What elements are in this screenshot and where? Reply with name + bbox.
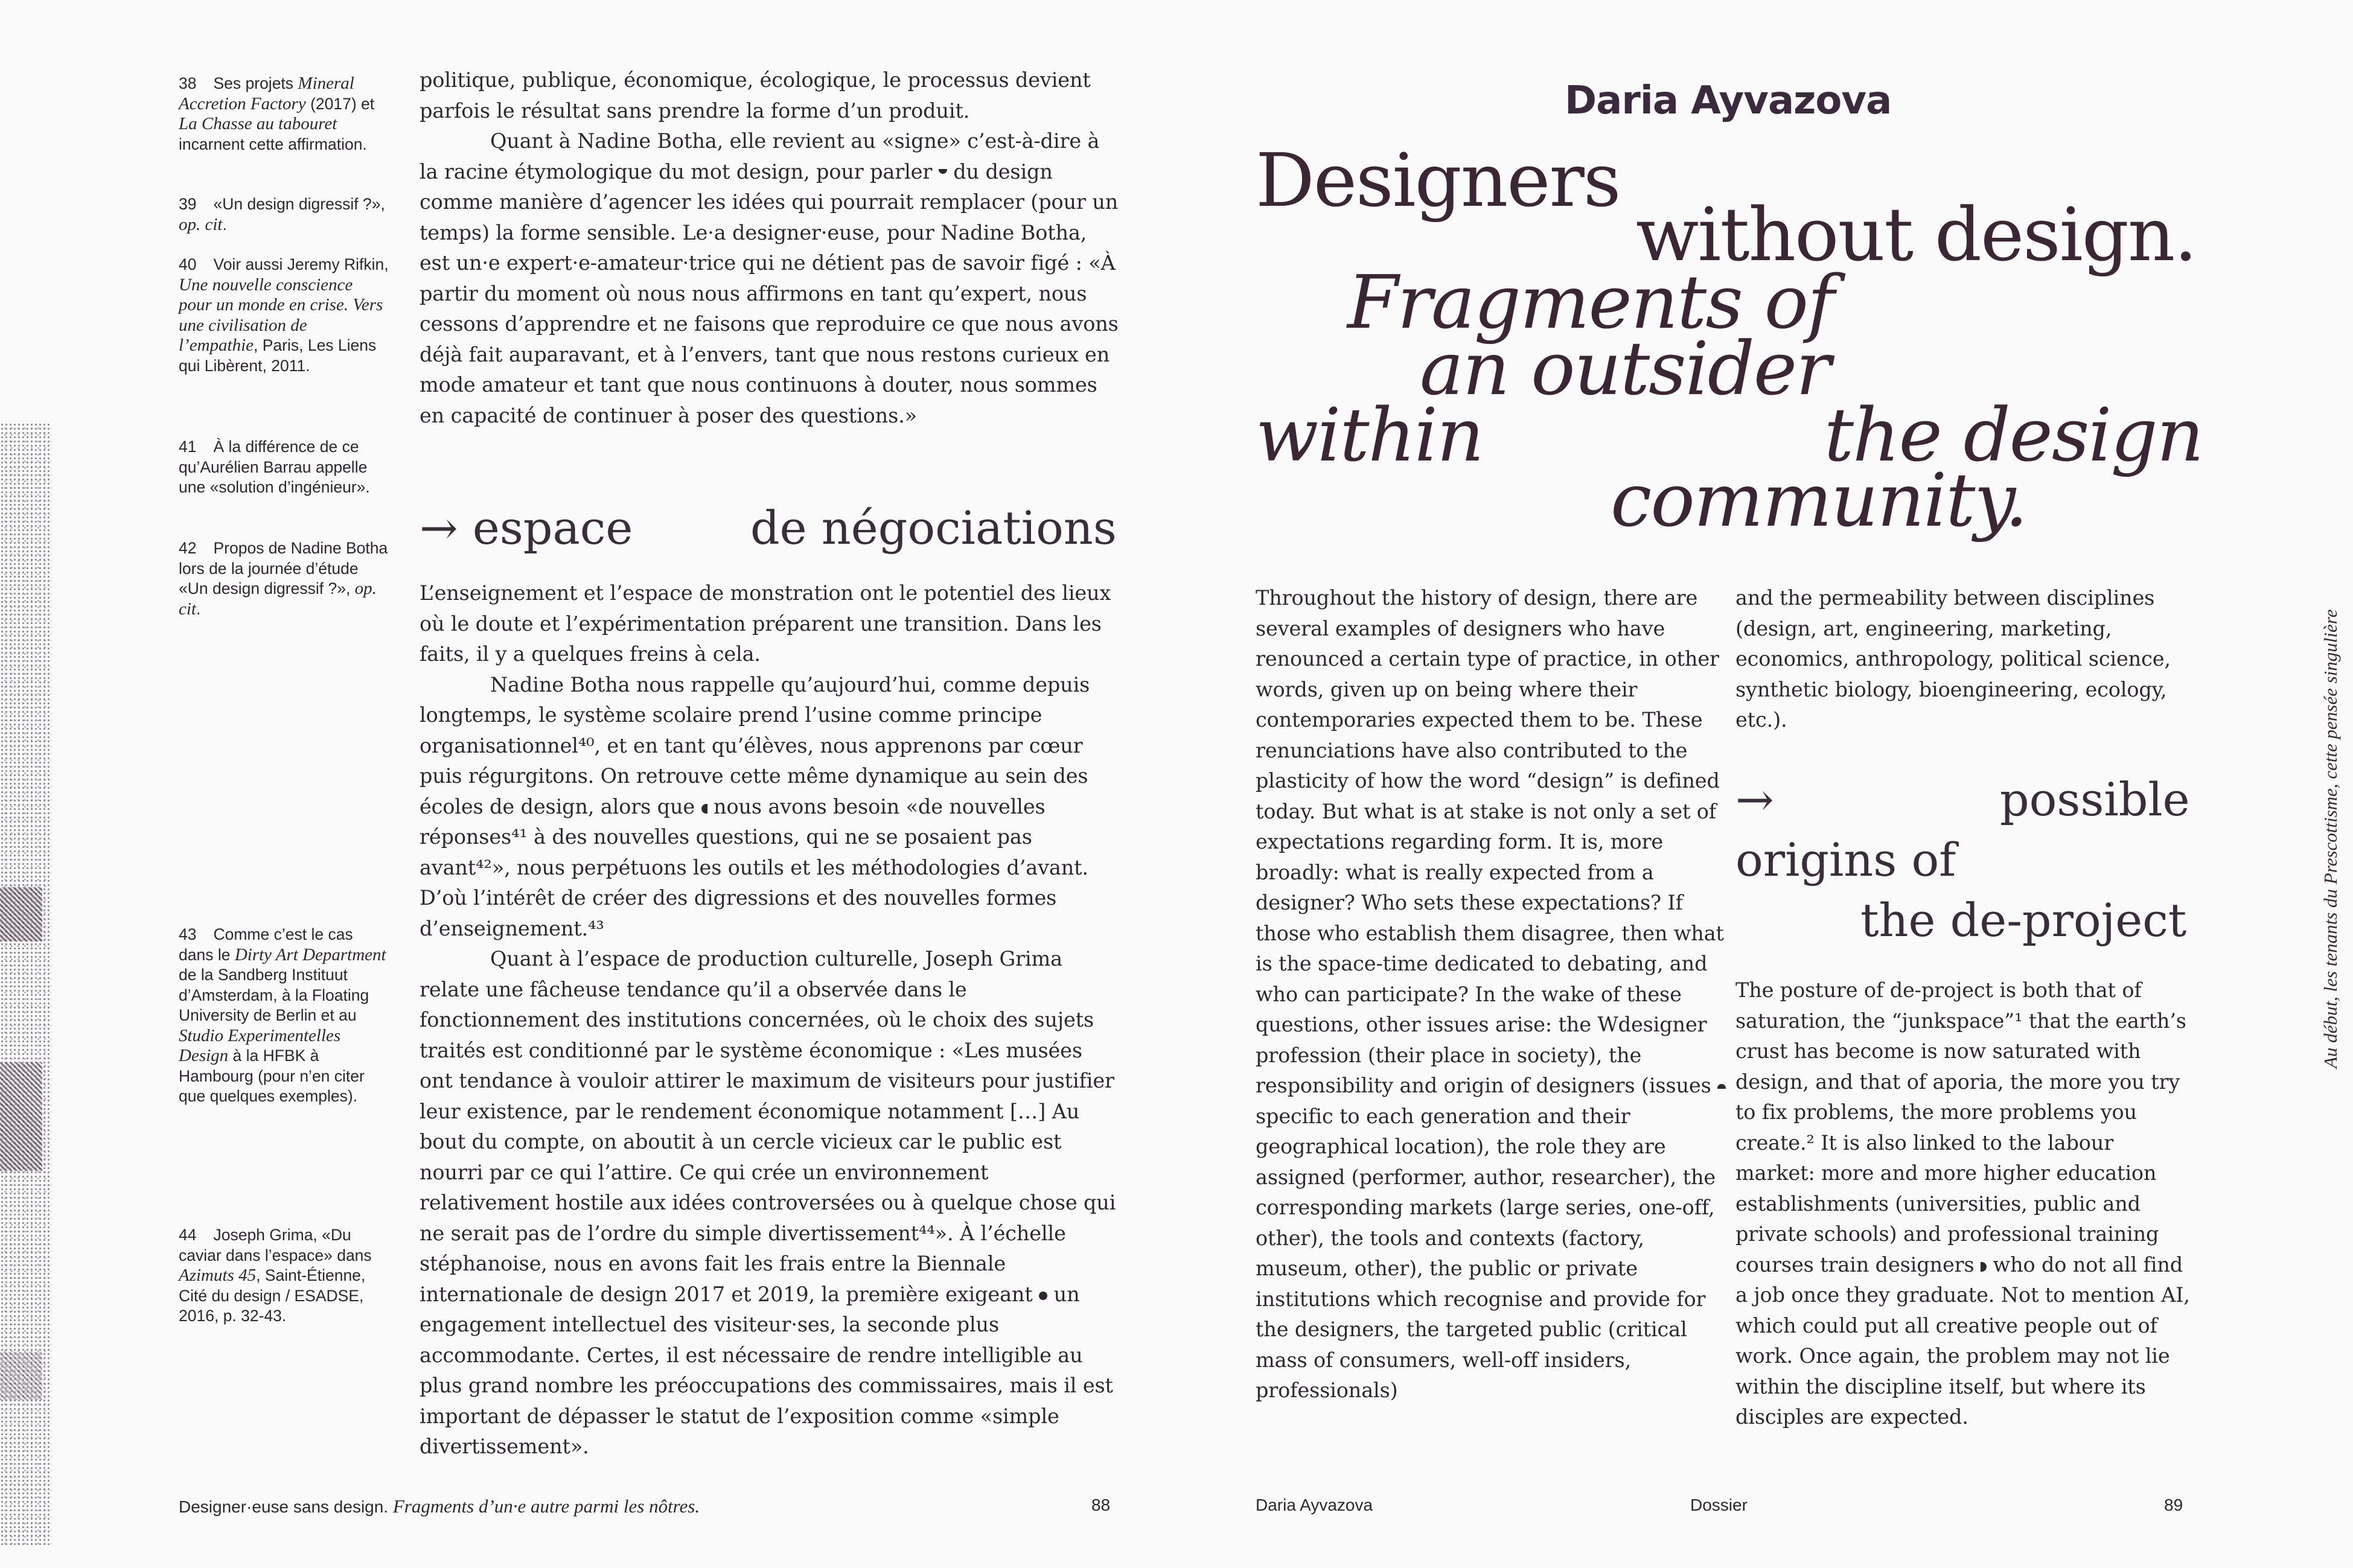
half-circle-right-icon [1981,1262,1987,1272]
title-line: Fragments of [1347,260,1834,345]
body-text-right-col2 [1735,583,2194,736]
paragraph: Quant à l’espace de production culturelle, Joseph Grima relate une fâcheuse tendance qu’il a observée dans le fonctionnement des institutions concernées, où le choix des sujets traités est conditionné par le système économique : «Les musées ont tendance à vouloir attirer le maximum de visiteurs pour justifier leur existence, par le rendement économique notamment […] Au bout du compte, on aboutit à un cercle vicieux car le public est nourri par ce qui l’attire. Ce qui crée un environnement relativement hostile aux idées controversées ou à quelque chose qui ne serait pas de l’ordre du simple divertissement⁴⁴». À l’échelle stéphanoise, nous en avons fait les frais entre la Biennale internationale de design 2017 et 2019, la première exigeant un engagement intellectuel des visiteur·ses, la seconde plus accommodante. Certes, il est nécessaire de rendre intelligible au plus grand nombre les préoccupations des commissaires, mais il est important de dépasser le statut de l’exposition comme «simple divertissement». [420,947,1116,1458]
section-heading-espace: → espace [420,501,633,555]
paragraph: Quant à Nadine Botha, elle revient au «signe» c’est-à-dire à la racine étymologique du mot design, pour parler du design comme manière d’agencer les idées qui pourrait remplacer (pour un temps) la forme sensible. Le·a designer·euse, pour Nadine Botha, est un·e expert·e-amateur·trice qui ne détient pas de savoir figé : «À partir du moment où nous nous affirmons en tant qu’expert, nous cessons d’apprendre et ne faisons que reproduire ce que nous avons déjà fait auparavant, et à l’envers, tant que nous restons curieux en mode amateur et tant que nous continuons à douter, nous sommes en capacité de continuer à poser des questions.» [420,129,1119,427]
footnote-41: 41 À la différence de ce qu’Aurélien Barrau appelle une «solution d’ingénieur». [179,438,370,496]
footnote-39: 39 «Un design digressif ?», op. cit. [179,195,385,234]
section-heading-arrow: → [1735,773,1774,826]
section-heading-negociations: de négociations [750,501,1117,555]
halftone-dark-patch [0,887,42,942]
page-number-left: 88 [1091,1496,1111,1514]
section-heading-deproject: the de-project [1860,893,2187,947]
footer-author: Daria Ayvazova [1256,1496,1373,1514]
author-name: Daria Ayvazova [1565,78,1892,123]
footnote-38: 38 Ses projets Mineral Accretion Factory (2017) et La Chasse au tabouret incarnent cette affirmation. [179,74,375,153]
title-line: the design [1824,392,2203,478]
halftone-dark-patch [0,1352,42,1400]
title-line: an outsider [1420,326,1830,412]
page-number-right: 89 [2164,1496,2183,1514]
footer-section: Dossier [1690,1496,1748,1514]
paragraph: The posture of de-project is both that of saturation, the “junkspace”¹ that the earth’s crust has become is now saturated with design, and that of aporia, the more you try to fix problems, the more problems you create.² It is also linked to the labour market: more and more higher education establishments (universities, public and private schools) and professional training courses train designers who do not all find a job once they graduate. Not to mention AI, which could put all creative people out of work. Once again, the problem may not lie within the discipline itself, but where its disciples are expected. [1735,978,2190,1429]
filled-circle-icon [1039,1292,1047,1300]
title-line: community. [1611,457,2027,543]
section-heading-origins: origins of [1735,833,1956,887]
paragraph: politique, publique, économique, écologique, le processus devient parfois le résultat sans prendre la forme d’un produit. [420,68,1091,123]
body-text-left-top [420,65,1120,431]
body-text-left-bottom [420,578,1120,1462]
footnote-40: 40 Voir aussi Jeremy Rifkin, Une nouvelle conscience pour un monde en crise. Vers une civilisation de l’empathie, Paris, Les Liens qui Libèrent, 2011. [179,255,389,375]
paragraph: Throughout the history of design, there are several examples of designers who have renounced a certain type of practice, in other words, given up on being where their contemporaries expected them to be. These renunciations have also contributed to the plasticity of how the word “design” is defined today. But what is at stake is not only a set of expectations regarding form. It is, more broadly: what is really expected from a designer? Who sets these expectations? If those who establish them disagree, then what is the space-time dedicated to debating, and who can participate? In the wake of these questions, other issues arise: the Wdesigner profession (their place in society), the responsibility and origin of designers (issues specific to each generation and their geographical location), the role they are assigned (performer, author, researcher), the corresponding markets (large series, one-off, other), the tools and contexts (factory, museum, other), the public or private institutions which recognise and provide for the designers, the targeted public (critical mass of consumers, well-off insiders, professionals) [1256,583,1732,1406]
half-circle-left-icon [701,804,707,814]
title-line: Designers [1256,138,1620,223]
footnote-43: 43 Comme c’est le cas dans le Dirty Art Department de la Sandberg Instituut d’Amsterdam, à la Floating University de Berlin et au Studio Experimentelles Design à la HFBK à Hambourg (pour n’en citer que quelques exemples). [179,925,386,1105]
paragraph: and the permeability between disciplines (design, art, engineering, marketing, economics, anthropology, political science, synthetic biology, bioengineering, ecology, etc.). [1735,586,2171,731]
footnote-42: 42 Propos de Nadine Botha lors de la journée d’étude «Un design digressif ?», op. cit. [179,539,388,619]
title-line: within [1256,392,1483,478]
vertical-running-text: Au début, les tenants du Prescottisme, cette pensée singulière [2320,609,2341,1068]
title-line: without design. [1636,192,2197,278]
footnote-44: 44 Joseph Grima, «Du caviar dans l’espace» dans Azimuts 45, Saint-Étienne, Cité du design / ESADSE, 2016, p. 32-43. [179,1226,372,1325]
half-circle-down-icon [939,169,947,174]
section-heading-possible: possible [2000,773,2190,826]
footer-left-title: Designer·euse sans design. Fragments d’un·e autre parmi les nôtres. [179,1496,700,1517]
body-text-right-col3 [1735,975,2194,1433]
half-circle-up-icon [1717,1084,1726,1089]
body-text-right-col1 [1256,583,1732,1406]
paragraph: L’enseignement et l’espace de monstration ont le potentiel des lieux où le doute et l’expérimentation préparent une transition. Dans les faits, il y a quelques freins à cela. [420,581,1111,666]
halftone-dark-patch [0,1062,42,1171]
paragraph: Nadine Botha nous rappelle qu’aujourd’hui, comme depuis longtemps, le système scolaire prend l’usine comme principe organisationnel⁴⁰, et en tant qu’élèves, nous apprenons par cœur puis régurgitons. On retrouve cette même dynamique au sein des écoles de design, alors que nous avons besoin «de nouvelles réponses⁴¹ à des nouvelles questions, qui ne se posaient pas avant⁴²», nous perpétuons les outils et les méthodologies d’avant. D’où l’intérêt de créer des digressions et des nouvelles formes d’enseignement.⁴³ [420,672,1090,940]
